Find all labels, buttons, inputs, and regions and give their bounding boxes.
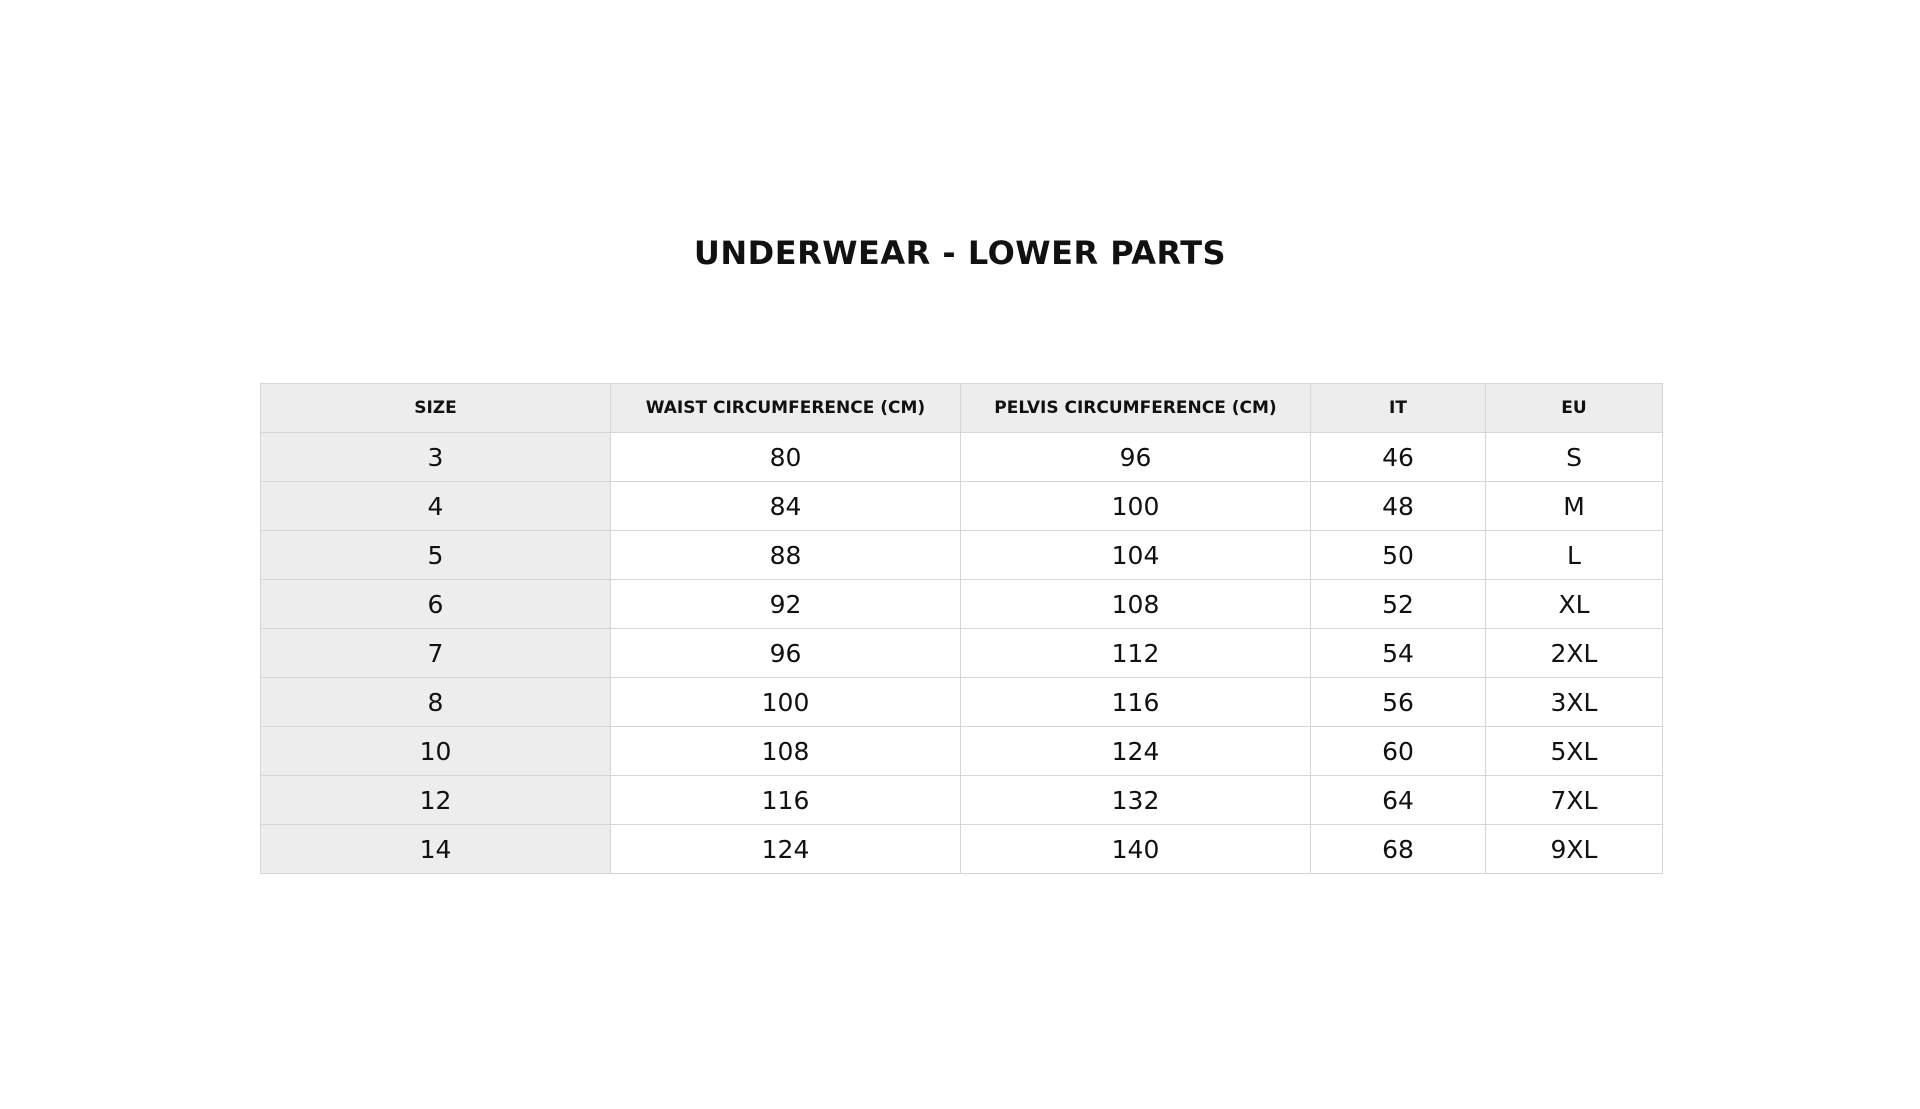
cell-waist: 88 [611,531,961,580]
cell-waist: 100 [611,678,961,727]
table-row [261,727,1663,776]
cell-it: 56 [1311,678,1486,727]
cell-pelvis: 104 [961,531,1311,580]
table-row [261,433,1663,482]
cell-pelvis: 112 [961,629,1311,678]
cell-size: 10 [261,727,611,776]
cell-pelvis: 124 [961,727,1311,776]
cell-size: 3 [261,433,611,482]
cell-it: 60 [1311,727,1486,776]
cell-size: 7 [261,629,611,678]
cell-waist: 108 [611,727,961,776]
cell-waist: 92 [611,580,961,629]
cell-waist: 96 [611,629,961,678]
table-row [261,678,1663,727]
cell-it: 54 [1311,629,1486,678]
table-row [261,776,1663,825]
cell-it: 46 [1311,433,1486,482]
cell-pelvis: 96 [961,433,1311,482]
cell-eu: S [1486,433,1663,482]
cell-it: 48 [1311,482,1486,531]
cell-waist: 124 [611,825,961,874]
cell-pelvis: 140 [961,825,1311,874]
header-size: SIZE [261,384,611,433]
cell-waist: 84 [611,482,961,531]
table-row [261,482,1663,531]
cell-waist: 80 [611,433,961,482]
cell-eu: 2XL [1486,629,1663,678]
cell-size: 4 [261,482,611,531]
cell-size: 5 [261,531,611,580]
cell-pelvis: 116 [961,678,1311,727]
cell-size: 14 [261,825,611,874]
table-row [261,531,1663,580]
header-eu: EU [1486,384,1663,433]
cell-pelvis: 108 [961,580,1311,629]
cell-eu: 9XL [1486,825,1663,874]
cell-size: 8 [261,678,611,727]
cell-size: 6 [261,580,611,629]
header-it: IT [1311,384,1486,433]
cell-it: 68 [1311,825,1486,874]
size-chart-table [260,383,1663,874]
cell-eu: 5XL [1486,727,1663,776]
table-row [261,629,1663,678]
cell-it: 52 [1311,580,1486,629]
cell-eu: 7XL [1486,776,1663,825]
cell-eu: L [1486,531,1663,580]
header-waist-circumference: WAIST CIRCUMFERENCE (CM) [611,384,961,433]
header-pelvis-circumference: PELVIS CIRCUMFERENCE (CM) [961,384,1311,433]
cell-eu: M [1486,482,1663,531]
cell-eu: 3XL [1486,678,1663,727]
cell-pelvis: 100 [961,482,1311,531]
table-row [261,825,1663,874]
table-header-row [261,384,1663,433]
cell-waist: 116 [611,776,961,825]
cell-eu: XL [1486,580,1663,629]
cell-size: 12 [261,776,611,825]
cell-it: 64 [1311,776,1486,825]
table-row [261,580,1663,629]
page-title: UNDERWEAR - LOWER PARTS [693,234,1227,272]
cell-it: 50 [1311,531,1486,580]
cell-pelvis: 132 [961,776,1311,825]
